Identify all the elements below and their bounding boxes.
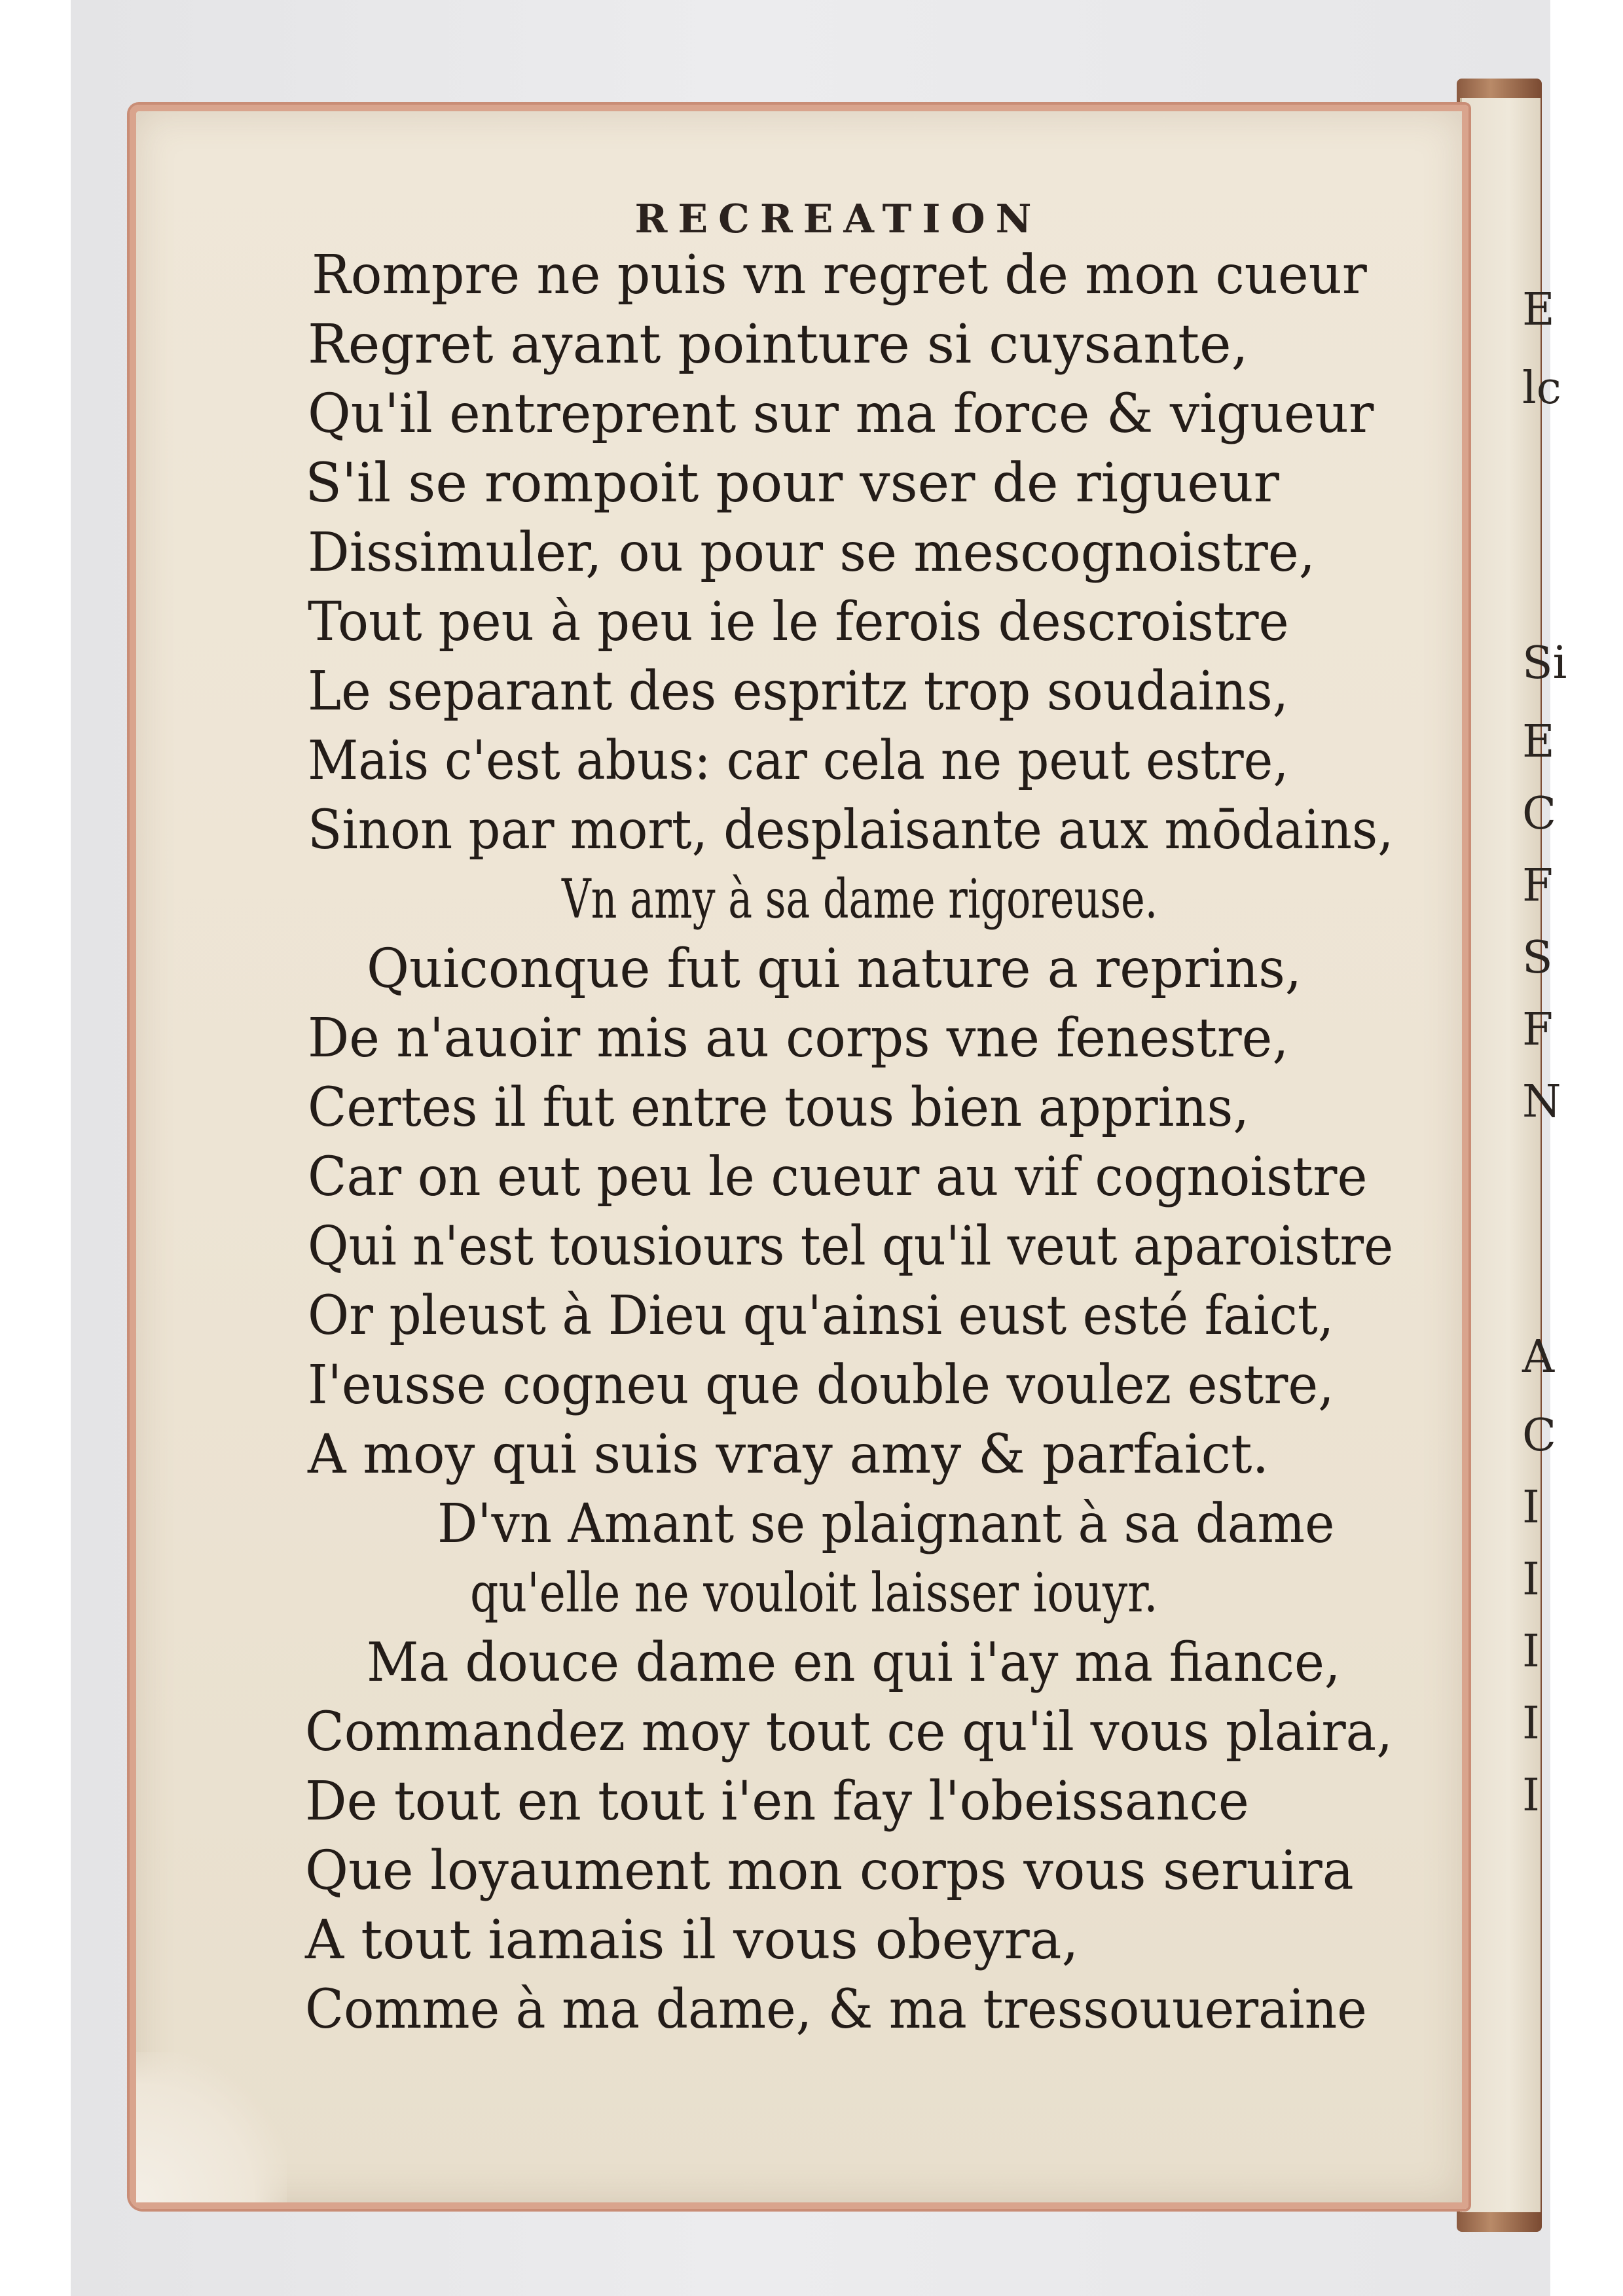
facing-page-letter: E bbox=[1522, 716, 1555, 768]
verse-line: Qu'il entreprent sur ma force & vigueur bbox=[308, 383, 1374, 445]
verse-line: Tout peu à peu ie le ferois descroistre bbox=[308, 591, 1289, 653]
facing-page-letter: C bbox=[1522, 1410, 1557, 1462]
verse-line: qu'elle ne vouloit laisser iouyr. bbox=[470, 1562, 1158, 1624]
verse-line: Commandez moy tout ce qu'il vous plaira, bbox=[305, 1701, 1393, 1763]
verse-line: Comme à ma dame, & ma tressouueraine bbox=[305, 1979, 1367, 2041]
facing-page-letter: A bbox=[1522, 1331, 1555, 1383]
verse-line: S'il se rompoit pour vser de rigueur bbox=[305, 452, 1279, 514]
verse-line: Car on eut peu le cueur au vif cognoistre bbox=[308, 1146, 1368, 1208]
verse-line: Qui n'est tousiours tel qu'il veut aparoistre bbox=[308, 1215, 1394, 1278]
facing-page-letters bbox=[1522, 98, 1567, 2212]
facing-page-letter: I bbox=[1522, 1482, 1540, 1534]
verse-line: A tout iamais il vous obeyra, bbox=[305, 1909, 1079, 1971]
verse-line: Sinon par mort, desplaisante aux mōdains, bbox=[308, 799, 1394, 861]
running-head: RECREATION bbox=[634, 196, 1042, 242]
verse-line: Mais c'est abus: car cela ne peut estre, bbox=[308, 730, 1289, 792]
facing-page-letter: Si bbox=[1522, 637, 1567, 689]
facing-page-letter: N bbox=[1522, 1076, 1561, 1128]
verse-line: Or pleust à Dieu qu'ainsi eust esté faict, bbox=[308, 1285, 1334, 1347]
verse-line: Certes il fut entre tous bien apprins, bbox=[308, 1077, 1250, 1139]
verse-line: I'eusse cogneu que double voulez estre, bbox=[308, 1354, 1334, 1416]
facing-page-letter: F bbox=[1522, 860, 1554, 912]
verse-line: Vn amy à sa dame rigoreuse. bbox=[562, 869, 1158, 931]
verse-line: Quiconque fut qui nature a reprins, bbox=[367, 938, 1302, 1000]
verse-line: D'vn Amant se plaignant à sa dame bbox=[437, 1493, 1335, 1555]
page-stain bbox=[136, 2052, 287, 2202]
facing-page-letter: E bbox=[1522, 284, 1555, 336]
facing-page-letter: I bbox=[1522, 1626, 1540, 1677]
verse-line: De n'auoir mis au corps vne fenestre, bbox=[308, 1007, 1289, 1069]
verse-line: Regret ayant pointure si cuysante, bbox=[308, 314, 1249, 376]
facing-page-letter: S bbox=[1522, 932, 1553, 984]
verse-line: A moy qui suis vray amy & parfaict. bbox=[308, 1424, 1269, 1486]
facing-page-letter: F bbox=[1522, 1004, 1554, 1056]
facing-page-letter: I bbox=[1522, 1554, 1540, 1605]
facing-page-letter: lc bbox=[1522, 363, 1561, 414]
facing-page bbox=[1460, 98, 1567, 2212]
facing-page-letter: I bbox=[1522, 1770, 1540, 1821]
verse-line: De tout en tout i'en fay l'obeissance bbox=[305, 1770, 1249, 1833]
facing-page-letter: C bbox=[1522, 788, 1557, 840]
book-page bbox=[130, 105, 1468, 2209]
verse-line: Dissimuler, ou pour se mescognoistre, bbox=[308, 522, 1315, 584]
verse-line: Rompre ne puis vn regret de mon cueur bbox=[312, 244, 1367, 306]
verse-line: Ma douce dame en qui i'ay ma fiance, bbox=[367, 1632, 1341, 1694]
verse-line: Que loyaument mon corps vous seruira bbox=[305, 1840, 1354, 1902]
verse-line: Le separant des espritz trop soudains, bbox=[308, 660, 1289, 723]
facing-page-letter: I bbox=[1522, 1698, 1540, 1749]
